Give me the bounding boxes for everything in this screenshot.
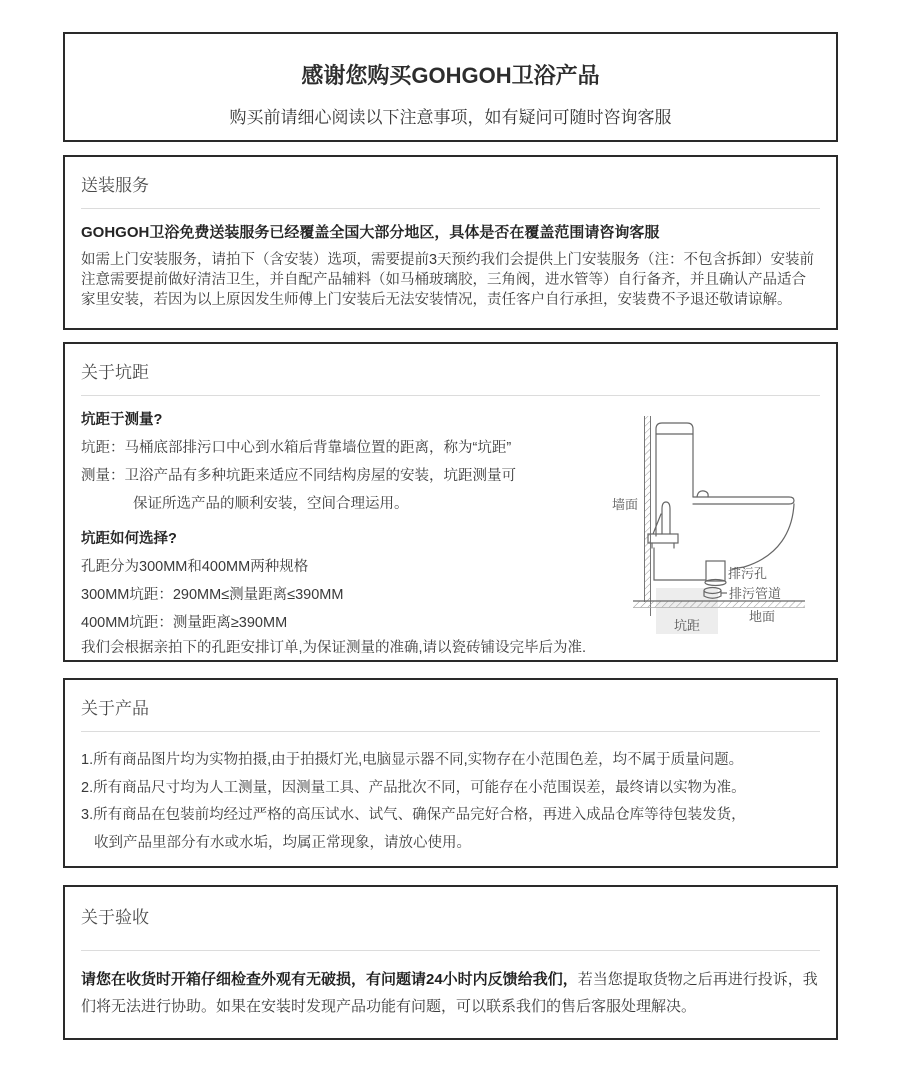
drain-hole-shape xyxy=(705,561,726,586)
banner-title: 感谢您购买GOHGOH卫浴产品 xyxy=(301,63,600,88)
acceptance-body-text xyxy=(81,966,820,1020)
section-acceptance xyxy=(63,885,838,1040)
pit-measure-line: 测量：卫浴产品有多种坑距来适应不同结构房屋的安装，坑距测量可 xyxy=(81,468,516,484)
delivery-section-title: 送装服务 xyxy=(81,176,149,195)
banner-subtitle: 购买前请细心阅读以下注意事项，如有疑问可随时咨询客服 xyxy=(229,108,672,127)
pit-note-line: 我们会根据亲拍下的孔距安排订单,为保证测量的准确,请以瓷砖铺设完毕后为准. xyxy=(81,640,587,656)
wall-hatch xyxy=(644,416,651,616)
pit-spec-line: 300MM坑距：290MM≤测量距离≤390MM xyxy=(81,587,344,603)
product-note-item-continuation: 收到产品里部分有水或水垢，均属正常现象，请放心使用。 xyxy=(94,834,471,851)
product-notes-list xyxy=(81,747,820,857)
section-about-product xyxy=(63,678,838,868)
ground-hatch xyxy=(633,601,805,608)
delivery-lead-text: GOHGOH卫浴免费送装服务已经覆盖全国大部分地区，具体是否在覆盖范围请咨询客服 xyxy=(81,224,660,241)
divider xyxy=(81,395,820,396)
acceptance-rest-text: 若当您提取货物之后再进行投诉，我们将无法进行协助。如果在安装时发现产品功能有问题，可以联系我们的售后客服处理解决。 xyxy=(81,971,818,1015)
drain-pipe-label: 排污管道 xyxy=(729,586,782,601)
toilet-outline xyxy=(648,423,794,580)
product-section-title: 关于产品 xyxy=(81,699,149,718)
product-note-item: 2.所有商品尺寸均为人工测量，因测量工具、产品批次不同，可能存在小范围误差，最终请以实物为准。 xyxy=(81,779,746,796)
pit-spec-line: 400MM坑距：测量距离≥390MM xyxy=(81,615,288,631)
wall-label: 墙面 xyxy=(611,497,638,512)
pit-text-column xyxy=(81,406,611,659)
divider xyxy=(81,731,820,732)
acceptance-bold-text: 请您在收货时开箱仔细检查外观有无破损，有问题请24小时内反馈给我们， xyxy=(81,971,578,988)
divider xyxy=(81,950,820,951)
pit-spec-line: 孔距分为300MM和400MM两种规格 xyxy=(81,559,309,575)
toilet-pit-diagram xyxy=(588,398,838,648)
section-delivery-service xyxy=(63,155,838,330)
drain-hole-label: 排污孔 xyxy=(728,566,768,581)
pit-question-2: 坑距如何选择? xyxy=(81,531,177,547)
section-pit-distance xyxy=(63,342,838,662)
pit-question-1: 坑距于测量? xyxy=(81,412,163,428)
ground-label: 地面 xyxy=(749,609,776,624)
divider xyxy=(81,208,820,209)
thanks-banner xyxy=(63,32,838,142)
delivery-body-text: 如需上门安装服务，请拍下（含安装）选项，需要提前3天预约我们会提供上门安装服务（注：不包含拆卸）安装前注意需要提前做好清洁卫生，并自配产品辅料（如马桶玻璃胶，三角阀，进水管等）自行备齐，并且确认产品适合家里安装，若因为以上原因发生师傅上门安装后无法安装情况，责任客户自行承担，安装费不予退还敬请谅解。 xyxy=(81,252,815,308)
pit-measure-line: 坑距：马桶底部排污口中心到水箱后背靠墙位置的距离，称为“坑距” xyxy=(81,440,512,456)
pit-distance-label: 坑距 xyxy=(673,618,701,633)
pit-measure-line: 保证所选产品的顺利安装，空间合理运用。 xyxy=(133,496,409,512)
product-note-item: 1.所有商品图片均为实物拍摄,由于拍摄灯光,电脑显示器不同,实物存在小范围色差，均不属于质量问题。 xyxy=(81,752,744,768)
pit-section-title: 关于坑距 xyxy=(81,363,149,382)
product-note-item: 3.所有商品在包装前均经过严格的高压试水、试气、确保产品完好合格，再进入成品仓库等待包装发货， xyxy=(81,807,746,823)
acceptance-section-title: 关于验收 xyxy=(81,908,149,927)
